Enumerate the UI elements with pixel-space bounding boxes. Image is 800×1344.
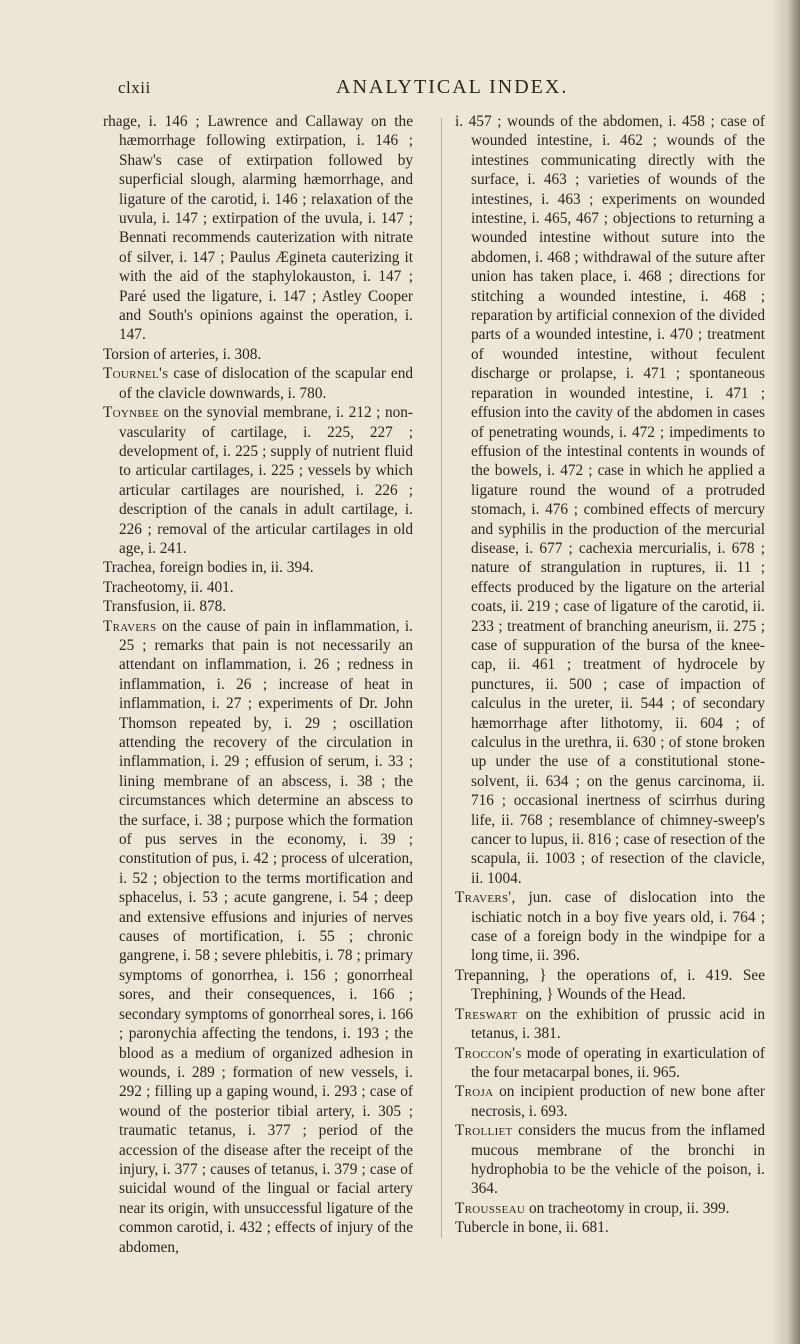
page-edge-shadow: [770, 0, 800, 1344]
index-entry: Torsion of arteries, i. 308.: [103, 345, 262, 363]
index-entry: Transfusion, ii. 878.: [103, 598, 227, 616]
index-entry: Tournel's case of dislocation of the scapular end of the clavicle downwards, i. 780.: [103, 365, 413, 402]
index-entry: Travers on the cause of pain in inflammation, i. 25 ; remarks that pain is not necessarily an attendant on inflammation, i. 26 ; redness in inflammation, i. 26 ; increase of heat in inflammation, i. 27 ; experiments of Dr. John Thomson repeated by, i. 29 ; oscillation attending the recovery of the circulation in inflammation, i. 29 ; effusion of serum, i. 33 ; lining membrane of an abscess, i. 38 ; the circumstances which determine an abscess to the surface, i. 38 ; purpose which the formation of pus serves in the economy, i. 39 ; constitution of pus, i. 42 ; process of ulceration, i. 52 ; objection to the terms mortification and sphacelus, i. 53 ; acute gangrene, i. 54 ; deep and extensive effusions and injuries of nerves causes of mortification, i. 55 ; chronic gangrene, i. 58 ; severe phlebitis, i. 78 ; primary symptoms of gonorrhea, i. 156 ; gonorrheal sores, and their consequences, i. 166 ; secondary symptoms of gonorrheal sores, i. 166 ; paronychia affecting the tendons, i. 193 ; the blood as a medium of organized adhesion in wounds, i. 289 ; formation of new vessels, i. 292 ; filling up a gaping wound, i. 293 ; case of wound of the posterior tibial artery, i. 305 ; traumatic tetanus, i. 377 ; period of the accession of the disease after the receipt of the injury, i. 377 ; causes of tetanus, i. 379 ; case of suicidal wound of the lingual or facial artery near its origin, with unsuccessful ligature of the common carotid, i. 432 ; effects of injury of the abdomen,: [103, 617, 414, 1256]
index-entry: Tracheotomy, ii. 401.: [103, 578, 234, 596]
index-entry: Troccon's mode of operating in exarticulation of the four metacarpal bones, ii. 965.: [455, 1044, 765, 1081]
index-entry: Trolliet considers the mucus from the inflamed mucous membrane of the bronchi in hydrophobia to be the vehicle of the poison, i. 364.: [455, 1122, 766, 1198]
index-entry: Toynbee on the synovial membrane, i. 212 ; non-vascularity of cartilage, i. 225, 227 ; development of, i. 225 ; supply of nutrient fluid to articular cartilages, i. 225 ; vessels by which articular cartilages are nourished, i. 226 ; description of the canals in adult cartilage, i. 226 ; removal of the articular cartilages in old age, i. 241.: [103, 404, 414, 557]
index-entry: Travers', jun. case of dislocation into the ischiatic notch in a boy five years old, i. 764 ; case of a foreign body in the windpipe for a long time, ii. 396.: [455, 889, 765, 965]
index-entry: Tubercle in bone, ii. 681.: [455, 1219, 609, 1237]
index-entry: Troja on incipient production of new bone after necrosis, i. 693.: [455, 1083, 765, 1120]
index-entry: Trepanning, } the operations of, i. 419. See Trephining, } Wounds of the Head.: [455, 966, 765, 1004]
index-entry: Treswart on the exhibition of prussic acid in tetanus, i. 381.: [455, 1005, 766, 1043]
index-entry: i. 457 ; wounds of the abdomen, i. 458 ; case of wounded intestine, i. 462 ; wounds of the intestines communicating directly with the surface, i. 463 ; varieties of wounds of the intestines, i. 463 ; experiments on wounded intestine, i. 465, 467 ; objections to returning a wounded intestine without suture into the abdomen, i. 468 ; withdrawal of the suture after union has taken place, i. 468 ; directions for stitching a wounded intestine, i. 468 ; reparation by artificial connexion of the divided parts of a wounded intestine, i. 470 ; treatment of wounded intestine, without feculent discharge or prolapse, i. 471 ; spontaneous reparation in wounded intestine, i. 471 ; effusion into the cavity of the abdomen in cases of penetrating wounds, i. 472 ; impediments to effusion of the intestinal contents in wounds of the bowels, i. 472 ; case in which he applied a ligature round the wound of a protruded stomach, i. 476 ; combined effects of mercury and syphilis in the production of the mercurial disease, i. 677 ; cachexia mercurialis, i. 678 ; nature of strangulation in ruptures, ii. 11 ; effects produced by the ligature on the arterial coats, ii. 219 ; case of ligature of the carotid, ii. 233 ; treatment of branching aneurism, ii. 275 ; case of suppuration of the bursa of the knee-cap, ii. 461 ; treatment of hydrocele by punctures, ii. 500 ; case of impaction of calculus in the ureter, ii. 544 ; of secondary hæmorrhage after lithotomy, ii. 604 ; of calculus in the urethra, ii. 630 ; of stone broken up under the use of a constitutional stone-solvent, ii. 634 ; on the genus carcinoma, ii. 716 ; occasional inertness of scirrhus during life, ii. 768 ; resemblance of chimney-sweep's cancer to lupus, ii. 816 ; case of resection of the scapula, ii. 1003 ; of resection of the clavicle, ii. 1004.: [455, 113, 765, 887]
page-header: [102, 74, 752, 104]
page-number: clxii: [118, 78, 151, 97]
left-column: [103, 112, 413, 1257]
running-head: ANALYTICAL INDEX.: [336, 76, 569, 98]
column-divider: [441, 118, 442, 1238]
index-entry: rhage, i. 146 ; Lawrence and Callaway on the hæmorrhage following extirpation, i. 146 ; Shaw's case of extirpation followed by superficial slough, alarming hæmorrhage, and ligature of the carotid, i. 146 ; relaxation of the uvula, i. 147 ; extirpation of the uvula, i. 147 ; Bennati recommends cauterization with nitrate of silver, i. 147 ; Paulus Ægineta cauterizing it with the aid of the staphylokauston, i. 147 ; Paré used the ligature, i. 147 ; Astley Cooper and South's opinions against the operation, i. 147.: [103, 113, 413, 344]
right-column: [455, 112, 765, 1238]
index-entry: Trachea, foreign bodies in, ii. 394.: [103, 559, 314, 577]
index-entry: Trousseau on tracheotomy in croup, ii. 399.: [455, 1199, 730, 1217]
